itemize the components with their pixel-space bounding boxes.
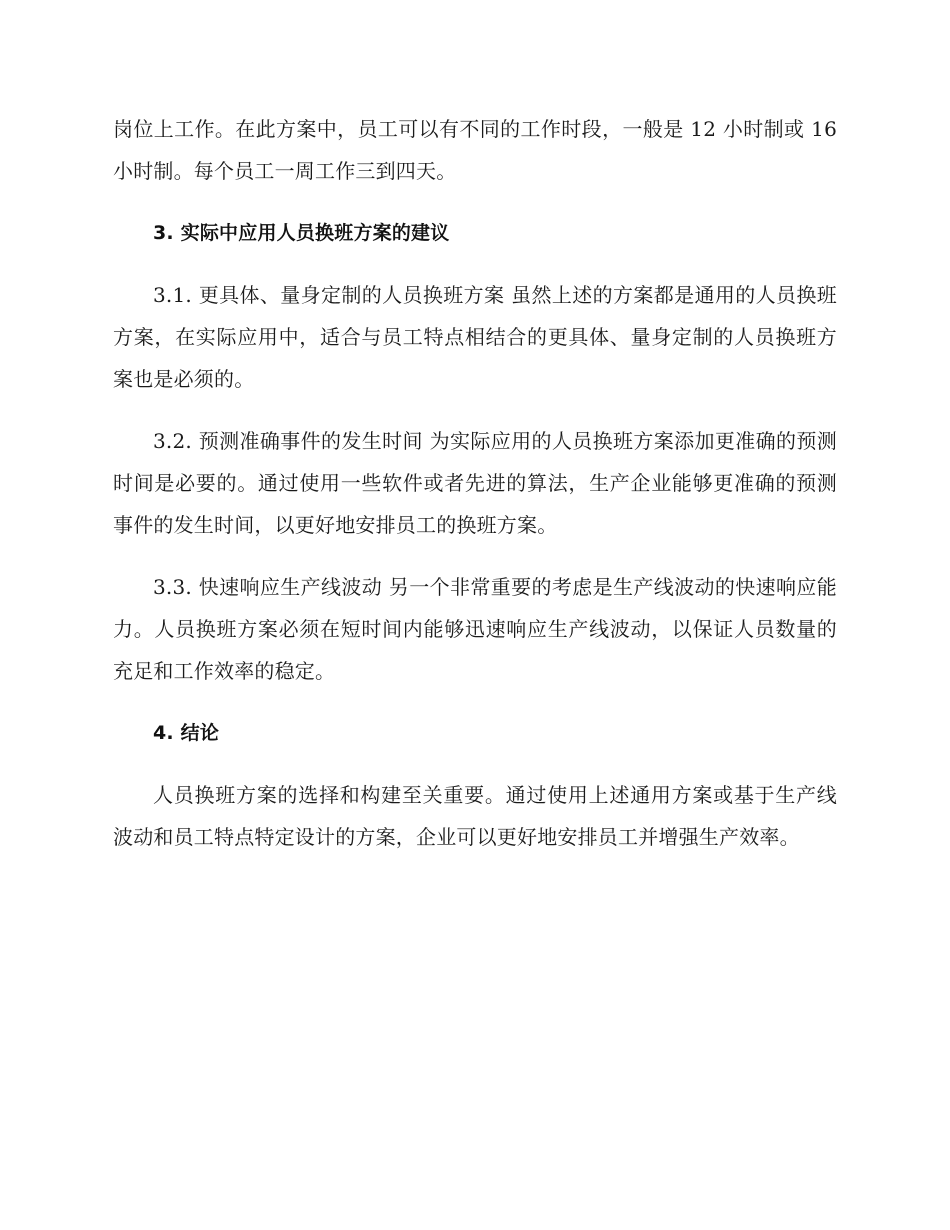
section-heading-3: 3. 实际中应用人员换班方案的建议 xyxy=(153,222,450,244)
paragraph-continued: 岗位上工作。在此方案中，员工可以有不同的工作时段，一般是 12 小时制或 16 小时制。每个员工一周工作三到四天。 xyxy=(113,117,837,183)
document-body xyxy=(113,108,837,878)
paragraph-3-3: 3.3. 快速响应生产线波动 另一个非常重要的考虑是生产线波动的快速响应能力。人员换班方案必须在短时间内能够迅速响应生产线波动，以保证人员数量的充足和工作效率的稳定。 xyxy=(113,575,837,683)
paragraph-4: 人员换班方案的选择和构建至关重要。通过使用上述通用方案或基于生产线波动和员工特点特定设计的方案，企业可以更好地安排员工并增强生产效率。 xyxy=(113,783,837,849)
paragraph-3-1: 3.1. 更具体、量身定制的人员换班方案 虽然上述的方案都是通用的人员换班方案，在实际应用中，适合与员工特点相结合的更具体、量身定制的人员换班方案也是必须的。 xyxy=(113,283,837,391)
section-heading-4: 4. 结论 xyxy=(153,722,220,744)
paragraph-3-2: 3.2. 预测准确事件的发生时间 为实际应用的人员换班方案添加更准确的预测时间是必要的。通过使用一些软件或者先进的算法，生产企业能够更准确的预测事件的发生时间，以更好地安排员工的换班方案。 xyxy=(113,429,837,537)
